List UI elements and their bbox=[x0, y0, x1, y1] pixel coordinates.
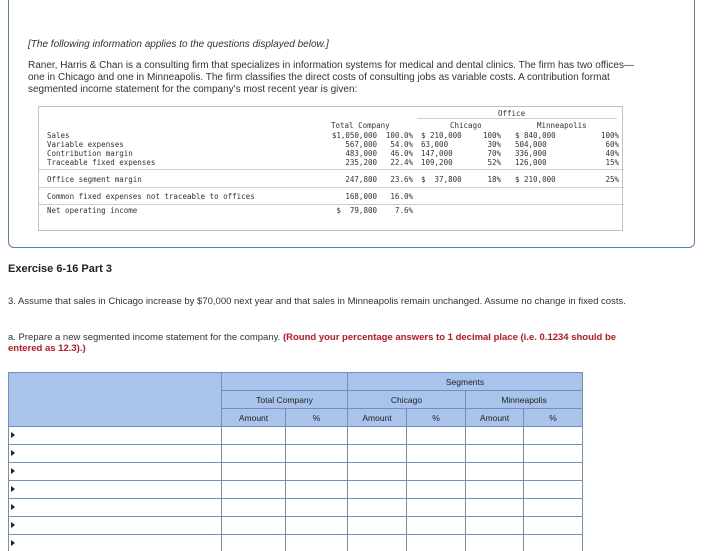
answer-cell-chicago-amount[interactable] bbox=[348, 463, 407, 481]
answer-cell-minneapolis-amount[interactable] bbox=[466, 427, 524, 445]
stmt-minneapolis-amount: 126,000 bbox=[515, 158, 547, 167]
stmt-minneapolis-amount: 504,000 bbox=[515, 140, 547, 149]
stmt-total-amount: 483,000 bbox=[345, 149, 377, 158]
answer-cell-chicago-percent[interactable] bbox=[407, 427, 466, 445]
stmt-chicago-amount: 63,000 bbox=[421, 140, 449, 149]
stmt-row-label: Traceable fixed expenses bbox=[47, 158, 156, 167]
answer-cell-chicago-amount[interactable] bbox=[348, 499, 407, 517]
stmt-total-percent: 23.6% bbox=[390, 175, 413, 184]
stmt-minneapolis-percent: 15% bbox=[605, 158, 619, 167]
stmt-total-percent: 22.4% bbox=[390, 158, 413, 167]
answer-cell-minneapolis-percent[interactable] bbox=[524, 499, 583, 517]
stmt-total-amount: 567,000 bbox=[345, 140, 377, 149]
stmt-minneapolis-percent: 100% bbox=[600, 131, 619, 140]
answer-cell-minneapolis-percent[interactable] bbox=[524, 535, 583, 551]
answer-cell-chicago-percent[interactable] bbox=[407, 463, 466, 481]
total-percent-header: % bbox=[286, 409, 348, 427]
stmt-row-label: Contribution margin bbox=[47, 149, 133, 158]
answer-cell-minneapolis-percent[interactable] bbox=[524, 517, 583, 535]
minneapolis-header: Minneapolis bbox=[466, 391, 583, 409]
stmt-total-amount: 235,200 bbox=[345, 158, 377, 167]
answer-cell-minneapolis-amount[interactable] bbox=[466, 535, 524, 551]
answer-row bbox=[9, 481, 583, 499]
answer-cell-total-amount[interactable] bbox=[222, 535, 286, 551]
stmt-minneapolis-amount: $ 210,000 bbox=[515, 175, 556, 184]
answer-cell-label[interactable] bbox=[9, 445, 222, 463]
answer-cell-chicago-amount[interactable] bbox=[348, 445, 407, 463]
dropdown-marker-icon bbox=[11, 540, 15, 546]
answer-cell-minneapolis-percent[interactable] bbox=[524, 481, 583, 499]
answer-cell-chicago-percent[interactable] bbox=[407, 499, 466, 517]
stmt-chicago-amount: $ 210,000 bbox=[421, 131, 462, 140]
answer-cell-label[interactable] bbox=[9, 535, 222, 551]
stmt-minneapolis-percent: 40% bbox=[605, 149, 619, 158]
answer-row bbox=[9, 445, 583, 463]
office-header: Office bbox=[498, 109, 526, 118]
stmt-row-label: Variable expenses bbox=[47, 140, 124, 149]
answer-cell-minneapolis-percent[interactable] bbox=[524, 427, 583, 445]
total-company-header: Total Company bbox=[222, 391, 348, 409]
answer-table bbox=[8, 372, 582, 544]
total-amount-header: Amount bbox=[222, 409, 286, 427]
info-title: [The following information applies to the questions displayed below.] bbox=[28, 39, 329, 50]
answer-cell-minneapolis-amount[interactable] bbox=[466, 445, 524, 463]
answer-row bbox=[9, 517, 583, 535]
answer-row bbox=[9, 499, 583, 517]
answer-row bbox=[9, 427, 583, 445]
stmt-total-percent: 100.0% bbox=[385, 131, 413, 140]
stmt-total-amount: $1,050,000 bbox=[331, 131, 377, 140]
question-3: 3. Assume that sales in Chicago increase by $70,000 next year and that sales in Minneapolis remain unchanged. Assume no change in fixed costs. bbox=[8, 296, 626, 307]
info-description: Raner, Harris & Chan is a consulting firm that specializes in information systems for medical and dental clinics. The firm has two offices—one in Chicago and one in Minneapolis. The firm classifies the direct costs of consulting jobs as variable costs. A contribution format segmented income statement for the company's most recent year is given: bbox=[28, 60, 634, 95]
answer-cell-chicago-amount[interactable] bbox=[348, 427, 407, 445]
answer-cell-total-amount[interactable] bbox=[222, 499, 286, 517]
answer-cell-total-percent[interactable] bbox=[286, 517, 348, 535]
answer-cell-label[interactable] bbox=[9, 463, 222, 481]
answer-cell-minneapolis-percent[interactable] bbox=[524, 445, 583, 463]
dropdown-marker-icon bbox=[11, 450, 15, 456]
answer-cell-chicago-percent[interactable] bbox=[407, 535, 466, 551]
answer-cell-minneapolis-amount[interactable] bbox=[466, 481, 524, 499]
stmt-total-amount: 168,000 bbox=[345, 192, 377, 201]
answer-cell-chicago-percent[interactable] bbox=[407, 481, 466, 499]
question-a-instruction: (Round your percentage answers to 1 decimal place (i.e. 0.1234 should be entered as 12.3).) bbox=[8, 332, 617, 354]
stmt-row-label: Office segment margin bbox=[47, 175, 142, 184]
exercise-title: Exercise 6-16 Part 3 bbox=[8, 263, 112, 275]
answer-cell-total-amount[interactable] bbox=[222, 445, 286, 463]
answer-cell-chicago-amount[interactable] bbox=[348, 535, 407, 551]
answer-cell-label[interactable] bbox=[9, 499, 222, 517]
stmt-row-label: Common fixed expenses not traceable to offices bbox=[47, 192, 255, 201]
answer-cell-total-percent[interactable] bbox=[286, 481, 348, 499]
answer-cell-total-percent[interactable] bbox=[286, 427, 348, 445]
stmt-chicago-percent: 70% bbox=[487, 149, 501, 158]
dropdown-marker-icon bbox=[11, 432, 15, 438]
stmt-minneapolis-percent: 25% bbox=[605, 175, 619, 184]
minneapolis-amount-header: Amount bbox=[466, 409, 524, 427]
answer-cell-total-percent[interactable] bbox=[286, 535, 348, 551]
chicago-amount-header: Amount bbox=[348, 409, 407, 427]
stmt-total-percent: 46.0% bbox=[390, 149, 413, 158]
question-a-text: a. Prepare a new segmented income statement for the company. bbox=[8, 332, 281, 343]
minneapolis-percent-header: % bbox=[524, 409, 583, 427]
answer-cell-label[interactable] bbox=[9, 481, 222, 499]
stmt-minneapolis-amount: $ 840,000 bbox=[515, 131, 556, 140]
stmt-chicago-amount: 109,200 bbox=[421, 158, 453, 167]
income-statement-image bbox=[38, 106, 623, 231]
answer-cell-total-amount[interactable] bbox=[222, 463, 286, 481]
answer-cell-total-amount[interactable] bbox=[222, 481, 286, 499]
answer-cell-label[interactable] bbox=[9, 517, 222, 535]
answer-cell-minneapolis-percent[interactable] bbox=[524, 463, 583, 481]
chicago-header: Chicago bbox=[348, 391, 466, 409]
stmt-row-label: Net operating income bbox=[47, 206, 138, 215]
stmt-chicago-amount: 147,000 bbox=[421, 149, 453, 158]
answer-cell-chicago-amount[interactable] bbox=[348, 481, 407, 499]
answer-cell-label[interactable] bbox=[9, 427, 222, 445]
stmt-chicago-percent: 30% bbox=[487, 140, 501, 149]
answer-row bbox=[9, 463, 583, 481]
chicago-percent-header: % bbox=[407, 409, 466, 427]
stmt-total-amount: $ 79,800 bbox=[336, 206, 377, 215]
stmt-row-label: Sales bbox=[47, 131, 70, 140]
answer-cell-total-amount[interactable] bbox=[222, 427, 286, 445]
col-minneapolis-header: Minneapolis bbox=[537, 121, 587, 130]
stmt-total-percent: 7.6% bbox=[394, 206, 413, 215]
dropdown-marker-icon bbox=[11, 504, 15, 510]
answer-cell-total-percent[interactable] bbox=[286, 499, 348, 517]
stmt-total-percent: 54.0% bbox=[390, 140, 413, 149]
answer-cell-chicago-percent[interactable] bbox=[407, 445, 466, 463]
stmt-chicago-amount: $ 37,800 bbox=[421, 175, 462, 184]
answer-cell-total-amount[interactable] bbox=[222, 517, 286, 535]
dropdown-marker-icon bbox=[11, 468, 15, 474]
segments-header: Segments bbox=[348, 373, 583, 391]
col-total-header: Total Company bbox=[331, 121, 390, 130]
col-chicago-header: Chicago bbox=[450, 121, 482, 130]
answer-cell-total-percent[interactable] bbox=[286, 463, 348, 481]
answer-row bbox=[9, 535, 583, 551]
stmt-total-amount: 247,800 bbox=[345, 175, 377, 184]
stmt-chicago-percent: 100% bbox=[482, 131, 501, 140]
stmt-minneapolis-percent: 60% bbox=[605, 140, 619, 149]
answer-cell-minneapolis-amount[interactable] bbox=[466, 463, 524, 481]
dropdown-marker-icon bbox=[11, 486, 15, 492]
question-a bbox=[8, 332, 648, 354]
answer-cell-minneapolis-amount[interactable] bbox=[466, 517, 524, 535]
stmt-chicago-percent: 18% bbox=[487, 175, 501, 184]
stmt-chicago-percent: 52% bbox=[487, 158, 501, 167]
answer-cell-chicago-amount[interactable] bbox=[348, 517, 407, 535]
stmt-minneapolis-amount: 336,000 bbox=[515, 149, 547, 158]
answer-cell-chicago-percent[interactable] bbox=[407, 517, 466, 535]
answer-cell-minneapolis-amount[interactable] bbox=[466, 499, 524, 517]
dropdown-marker-icon bbox=[11, 522, 15, 528]
stmt-total-percent: 16.0% bbox=[390, 192, 413, 201]
answer-cell-total-percent[interactable] bbox=[286, 445, 348, 463]
